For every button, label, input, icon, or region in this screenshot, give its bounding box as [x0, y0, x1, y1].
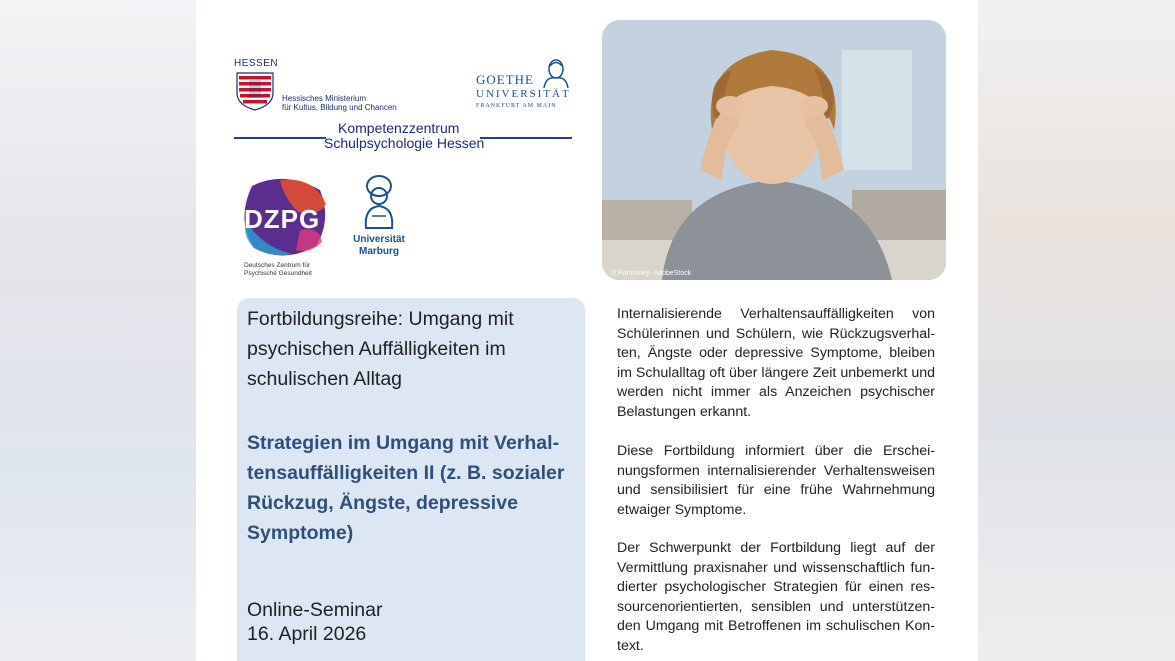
- dzpg-subtitle: [244, 262, 312, 278]
- description-paragraph-2: Diese Fortbildung informiert über die Erscheinungsformen internalisierender Verhaltensweisen und sensibilisiert für eine frühe Wahrnehmung etwaiger Symptome.: [617, 443, 935, 518]
- seminar-title: Strategien im Umgang mit Verhaltensauffälligkeiten II (z. B. sozialer Rückzug, Ängste, depressive Symptome): [247, 432, 565, 544]
- kompetenz-line-1: Kompetenzzentrum: [338, 120, 460, 136]
- seminar-info-box: [237, 298, 585, 661]
- goethe-wordmark: GOETHE: [476, 72, 534, 87]
- child-illustration: [602, 20, 946, 280]
- kompetenz-line-left: [234, 137, 326, 139]
- goethe-portrait-icon: [540, 58, 572, 88]
- kompetenz-line-2: Schulpsychologie Hessen: [324, 135, 485, 151]
- marburg-elisabeth-icon: [346, 172, 412, 232]
- dzpg-wordmark: DZPG: [244, 204, 321, 234]
- ministry-line-1: Hessisches Ministerium: [282, 94, 367, 103]
- dzpg-logo: [240, 176, 332, 282]
- description-paragraph-1: Internalisierende Verhaltensauffälligkeiten von Schülerinnen und Schülern, wie Rückzugsverhalten, Ängste oder depressive Symptome, bleiben im Schulalltag oft über längere Zeit unbemerkt und werden nicht immer als Anzeichen psychischer Belastungen erkannt.: [617, 306, 935, 420]
- hessen-ministry-logo: [234, 58, 424, 114]
- marburg-line-1: Universität: [353, 234, 405, 245]
- marburg-line-2: Marburg: [359, 246, 399, 257]
- ministry-name: [282, 94, 397, 112]
- series-heading: Fortbildungsreihe: Umgang mit psychischen Auffälligkeiten im schulischen Alltag: [247, 308, 514, 390]
- description-paragraph-3: Der Schwerpunkt der Fortbildung liegt auf der Vermittlung praxisnaher und wissenschaftlich fundierter psychologischer Strategien für einen ressourcenorientierten, sensiblen und unterstützenden Umgang mit Betroffenen im schulischen Kontext.: [617, 540, 935, 654]
- photo-credit: © Formoney- AdobeStock: [611, 270, 692, 277]
- universitaet-wordmark: UNIVERSITÄT: [476, 88, 571, 100]
- marburg-wordmark: [346, 234, 412, 258]
- child-photo: [602, 20, 946, 280]
- marburg-university-logo: [346, 172, 422, 264]
- ministry-line-2: für Kultus, Bildung und Chancen: [282, 103, 397, 112]
- background-left: [0, 0, 196, 661]
- kompetenzzentrum-logo: [234, 118, 574, 154]
- hessen-wordmark: HESSEN: [234, 58, 279, 69]
- background-right: [978, 0, 1175, 661]
- dzpg-sub-line-1: Deutsches Zentrum für: [244, 262, 311, 269]
- seminar-type: Online-Seminar: [247, 599, 383, 621]
- dzpg-sub-line-2: Psychische Gesundheit: [244, 270, 312, 277]
- goethe-university-logo: [474, 58, 578, 114]
- hessen-lion-crest-icon: [234, 71, 276, 111]
- kompetenz-line-right: [480, 137, 572, 139]
- flyer-page: [196, 0, 978, 661]
- frankfurt-wordmark: FRANKFURT AM MAIN: [476, 103, 557, 109]
- seminar-date: 16. April 2026: [247, 623, 367, 645]
